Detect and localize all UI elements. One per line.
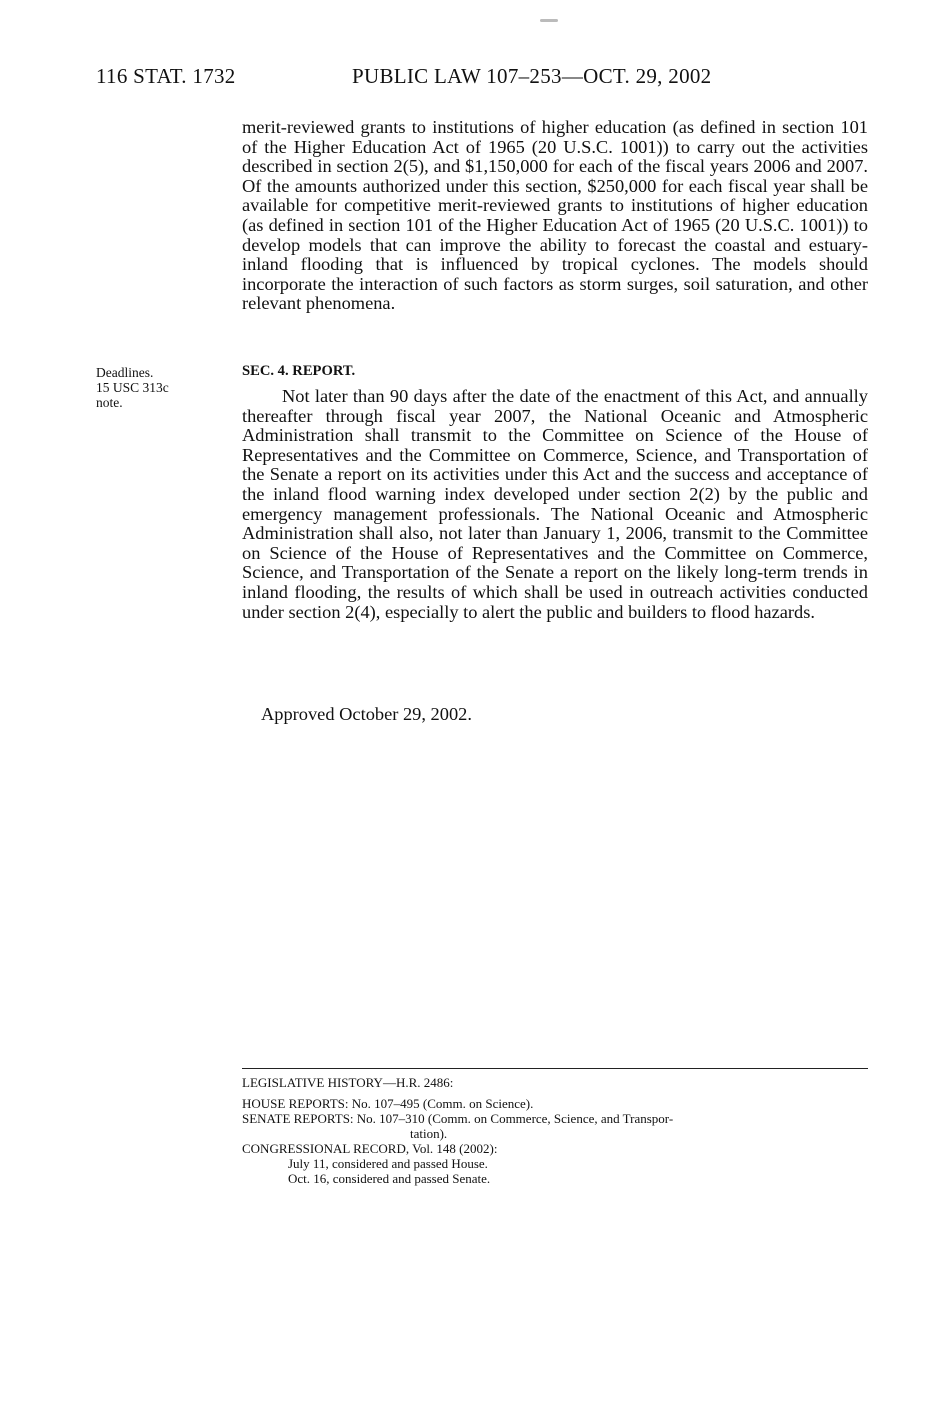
margin-note-line: Deadlines. <box>96 365 154 380</box>
senate-action: Oct. 16, considered and passed Senate. <box>288 1171 491 1186</box>
running-title: PUBLIC LAW 107–253—OCT. 29, 2002 <box>352 64 712 88</box>
approval-line: Approved October 29, 2002. <box>261 704 472 724</box>
page-reference: 116 STAT. 1732 <box>96 64 236 88</box>
continued-paragraph: merit-reviewed grants to institutions of higher education (as defined in section 101 of the Higher Education Act of 1965 (20 U.S.C. 1001)) to carry out the activities described in section 2(5), and $1,150,000 for each of the fiscal years 2006 and 2007. Of the amounts authorized under this section, $250,000 for each fiscal year shall be available for competitive merit-reviewed grants to institutions of higher education (as defined in section 101 of the Higher Education Act of 1965 (20 U.S.C. 1001)) to develop models that can improve the ability to forecast the coastal and estuary-inland flooding that is influenced by tropical cyclones. The models should incorporate the interaction of such factors as storm surges, soil saturation, and other relevant phenomena. <box>242 117 868 314</box>
margin-note-line: note. <box>96 394 123 410</box>
legislative-history-title: LEGISLATIVE HISTORY—H.R. 2486: <box>242 1075 454 1090</box>
congressional-record: CONGRESSIONAL RECORD, Vol. 148 (2002): <box>242 1141 498 1156</box>
senate-reports-continued: tation). <box>410 1126 448 1141</box>
footnote-divider <box>242 1068 868 1069</box>
margin-note-line: 15 USC 313c <box>96 379 169 395</box>
margin-note <box>96 366 169 410</box>
section-paragraph: Not later than 90 days after the date of the enactment of this Act, and annually thereafter through fiscal year 2007, the National Oceanic and Atmospheric Administration shall transmit to the Committee on Science of the House of Representatives and the Committee on Commerce, Science, and Transportation of the Senate a report on its activities under this Act and the success and acceptance of the inland flood warning index developed under section 2(2) by the public and emergency management professionals. The National Oceanic and Atmospheric Administration shall also, not later than January 1, 2006, transmit to the Committee on Science of the House of Representatives and the Committee on Commerce, Science, and Transportation of the Senate a report on the likely long-term trends in inland flooding, the results of which shall be used in outreach activities conducted under section 2(4), especially to alert the public and builders to flood hazards. <box>242 386 868 622</box>
legislative-history <box>242 1075 868 1186</box>
house-action: July 11, considered and passed House. <box>288 1156 488 1171</box>
scan-mark <box>540 19 558 22</box>
house-reports: HOUSE REPORTS: No. 107–495 (Comm. on Science). <box>242 1096 534 1111</box>
senate-reports: SENATE REPORTS: No. 107–310 (Comm. on Commerce, Science, and Transpor- <box>242 1111 674 1126</box>
section-heading: SEC. 4. REPORT. <box>242 363 356 379</box>
